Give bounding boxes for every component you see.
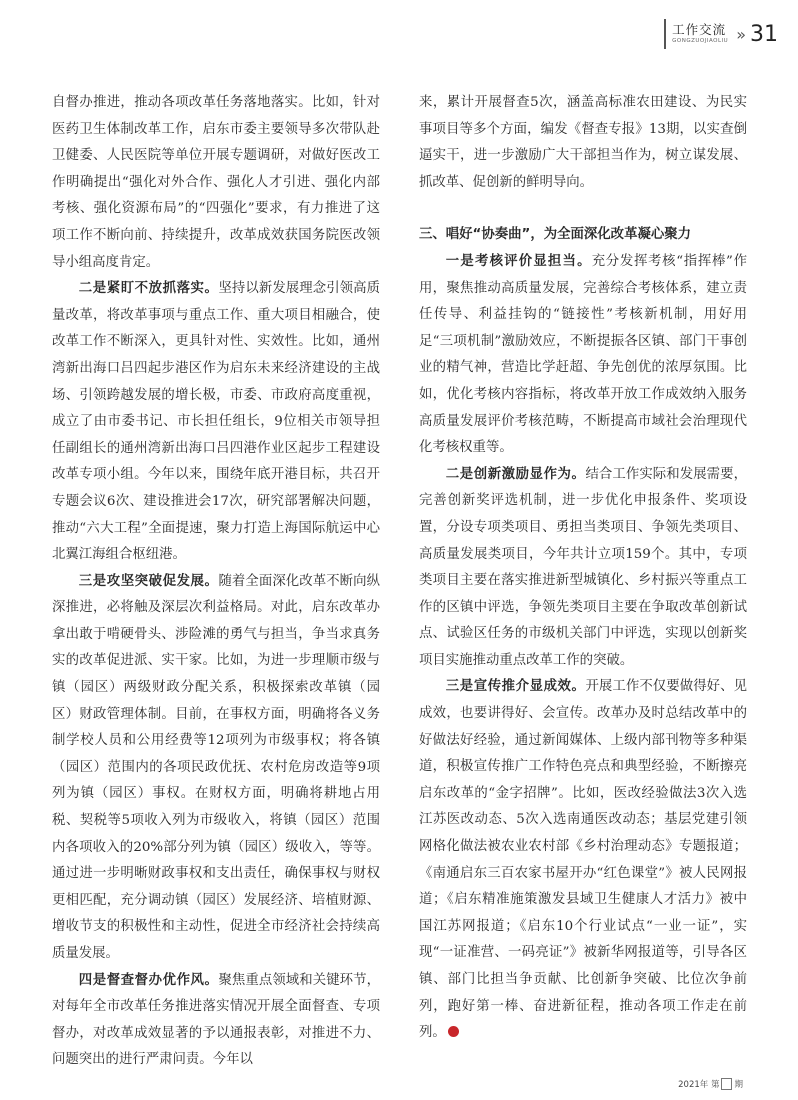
paragraph	[52, 968, 380, 1074]
header-divider	[664, 19, 666, 49]
paragraph	[419, 249, 747, 462]
section-label	[672, 21, 729, 45]
paragraph-keyword: 二是紧盯不放抓落实。	[78, 281, 219, 297]
page-header	[664, 14, 778, 54]
paragraph-keyword: 三是宣传推介显成效。	[445, 679, 586, 695]
paragraph-body: 开展工作不仅要做得好、见成效，也要讲得好、会宣传。改革办及时总结改革中的好做法好经验，通过新闻媒体、上级内部刊物等多种渠道，积极宣传推广工作特色亮点和典型经验，不断擦亮启东改革的“金字招牌”。比如，医改经验做法3次入选江苏医改动态、5次入选南通医改动态；基层党建引领网格化做法被农业农村部《乡村治理动态》专题报道；《南通启东三百农家书屋开办“红色课堂”》被人民网报道；《启东精准施策激发县域卫生健康人才活力》被中国江苏网报道；《启东10个行业试点“一业一证”，实现“一证准营、一码亮证”》被新华网报道等，引导各区镇、部门比担当争贡献、比创新争突破、比位次争前列，跑好第一棒、奋进新征程，推动各项工作走在前列。	[419, 679, 747, 1041]
paragraph-keyword: 三是攻坚突破促发展。	[78, 573, 219, 589]
paragraph-keyword: 二是创新激励显作为。	[445, 466, 586, 482]
paragraph-body: 聚焦重点领域和关键环节，对每年全市改革任务推进落实情况开展全面督查、专项督办，对改革成效显著的予以通报表彰，对推进不力、问题突出的进行严肃问责。今年以	[52, 972, 380, 1068]
footer-issue-box	[721, 1078, 732, 1090]
paragraph-body: 充分发挥考核“指挥棒”作用，聚焦推动高质量发展，完善综合考核体系，建立责任传导、利益挂钩的“链接性”考核新机制，用好用足“三项机制”激励效应，不断提振各区镇、部门干事创业的精气神，营造比学赶超、争先创优的浓厚氛围。比如，优化考核内容指标，将改革开放工作成效纳入服务高质量发展评价考核范畴，不断提高市域社会治理现代化考核权重等。	[419, 253, 747, 456]
right-column	[419, 90, 747, 1047]
page-number: 31	[750, 21, 778, 47]
paragraph-keyword: 四是督查督办优作风。	[78, 972, 219, 988]
section-title-en: GONGZUOJIAOLIU	[672, 38, 729, 44]
paragraph	[419, 462, 747, 675]
paragraph-body: 随着全面深化改革不断向纵深推进，必将触及深层次利益格局。对此，启东改革办拿出敢于啃硬骨头、涉险滩的勇气与担当，争当求真务实的改革促进派、实干家。比如，为进一步理顺市级与镇（园区）两级财政分配关系，积极探索改革镇（园区）财政管理体制。目前，在事权方面，明确将各义务制学校人员和公用经费等12项列为市级事权；将各镇（园区）范围内的各项民政优抚、农村危房改造等9项列为镇（园区）事权。在财权方面，明确将耕地占用税、契税等5项收入列为市级收入，将镇（园区）范围内各项收入的20%部分列为镇（园区）级收入，等等。通过进一步明晰财政事权和支出责任，确保事权与财权更相匹配，充分调动镇（园区）发展经济、培植财源、增收节支的积极性和主动性，促进全市经济社会持续高质量发展。	[52, 573, 380, 961]
paragraph-body: 结合工作实际和发展需要，完善创新奖评选机制，进一步优化申报条件、奖项设置，分设专项类项目、勇担当类项目、争领先类项目、高质量发展类项目，今年共计立项159个。其中，专项类项目主要在落实推进新型城镇化、乡村振兴等重点工作的区镇中评选，争领先类项目主要在争取改革创新试点、试验区任务的市级机关部门中评选，实现以创新奖项目实施推动重点改革工作的突破。	[419, 466, 747, 668]
section-title-cn: 工作交流	[672, 21, 727, 37]
paragraph	[52, 276, 380, 569]
paragraph: 自督办推进，推动各项改革任务落地落实。比如，针对医药卫生体制改革工作，启东市委主要领导多次带队赴卫健委、人民医院等单位开展专题调研，对做好医改工作明确提出“强化对外合作、强化人才引进、强化内部考核、强化资源布局”的“四强化”要求，有力推进了这项工作不断向前、持续提升，改革成效获国务院医改领导小组高度肯定。	[52, 95, 380, 270]
page-footer	[678, 1078, 743, 1090]
paragraph	[419, 674, 747, 1046]
paragraph: 来，累计开展督查5次，涵盖高标准农田建设、为民实事项目等多个方面，编发《督查专报》13期，以实查倒逼实干，进一步激励广大干部担当作为，树立谋发展、抓改革、促创新的鲜明导向。	[419, 95, 747, 190]
paragraph-keyword: 一是考核评价显担当。	[445, 253, 592, 269]
paragraph-body: 坚持以新发展理念引领高质量改革，将改革事项与重点工作、重大项目相融合，使改革工作不断深入，更具针对性、实效性。比如，通州湾新出海口吕四起步港区作为启东未来经济建设的主战场、引领跨越发展的增长极，市委、市政府高度重视，成立了由市委书记、市长担任组长，9位相关市领导担任副组长的通州湾新出海口吕四港作业区起步工程建设改革专项小组。今年以来，围绕年底开港目标，共召开专题会议6次、建设推进会17次，研究部署解决问题，推动“六大工程”全面提速，聚力打造上海国际航运中心北翼江海组合枢纽港。	[52, 281, 380, 563]
section-heading: 三、唱好“协奏曲”，为全面深化改革凝心聚力	[419, 227, 692, 243]
paragraph	[52, 569, 380, 968]
left-column	[52, 90, 380, 1074]
footer-issue-suffix: 期	[734, 1080, 743, 1090]
footer-year: 2021年 第	[678, 1080, 720, 1090]
double-chevron-icon: »	[736, 24, 746, 44]
end-mark-icon	[448, 1026, 459, 1037]
